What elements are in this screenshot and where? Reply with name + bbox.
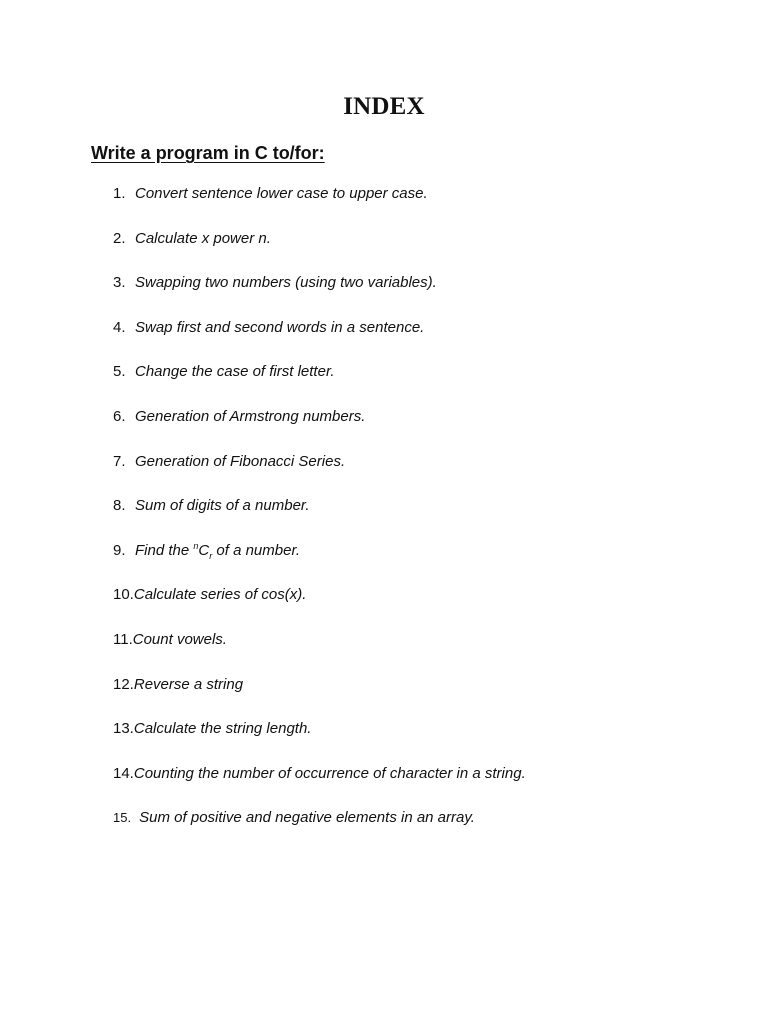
item-number: 6. xyxy=(113,407,126,425)
item-text: Calculate series of cos(x). xyxy=(133,586,307,604)
item-number: 11. xyxy=(113,630,133,648)
item-text: Count vowels. xyxy=(132,630,227,648)
superscript-n: n xyxy=(193,540,199,551)
list-item xyxy=(113,629,526,674)
item-text: Reverse a string xyxy=(133,675,244,693)
item-number: 8. xyxy=(113,497,126,515)
item-text: Counting the number of occurrence of character in a string. xyxy=(133,764,526,782)
item-number: 7. xyxy=(113,452,126,470)
item-number: 15. xyxy=(113,810,132,826)
list-item xyxy=(113,540,526,585)
section-heading: Write a program in C to/for: xyxy=(91,143,325,163)
combination-symbol: C xyxy=(198,541,210,559)
item-text: Calculate the string length. xyxy=(133,720,312,738)
item-text-after: of a number. xyxy=(212,541,301,559)
list-item xyxy=(113,272,526,317)
item-text: Swapping two numbers (using two variables). xyxy=(135,274,437,292)
item-number: 14. xyxy=(113,764,134,782)
subscript-r: r xyxy=(209,550,213,561)
item-number: 3. xyxy=(113,274,126,292)
item-text: Calculate x power n. xyxy=(135,229,271,247)
item-text: Generation of Fibonacci Series. xyxy=(135,452,346,470)
item-text: Sum of positive and negative elements in an array. xyxy=(135,809,475,827)
list-item xyxy=(113,183,526,228)
item-number: 2. xyxy=(113,229,126,247)
list-item xyxy=(113,674,526,719)
item-text: Generation of Armstrong numbers. xyxy=(135,407,366,425)
program-list xyxy=(113,183,526,852)
item-number: 9. xyxy=(113,541,126,559)
item-number: 1. xyxy=(113,185,126,202)
list-item xyxy=(113,361,526,406)
list-item xyxy=(113,763,526,808)
list-item xyxy=(113,451,526,496)
list-item xyxy=(113,406,526,451)
item-number: 13. xyxy=(113,720,134,738)
item-number: 10. xyxy=(113,586,134,604)
list-item xyxy=(113,317,526,362)
list-item xyxy=(113,718,526,763)
item-text: Sum of digits of a number. xyxy=(135,497,310,515)
item-text: Convert sentence lower case to upper case. xyxy=(135,185,428,202)
item-text-before: Find the xyxy=(135,541,194,559)
item-number: 5. xyxy=(113,363,126,381)
list-item xyxy=(113,495,526,540)
list-item xyxy=(113,584,526,629)
item-number: 4. xyxy=(113,318,126,336)
item-text: Change the case of first letter. xyxy=(135,363,335,381)
list-item xyxy=(113,228,526,273)
page-title: INDEX xyxy=(343,93,425,120)
item-text xyxy=(135,542,300,559)
item-number: 12. xyxy=(113,675,134,693)
list-item xyxy=(113,807,526,852)
item-text: Swap first and second words in a sentence. xyxy=(135,318,425,336)
